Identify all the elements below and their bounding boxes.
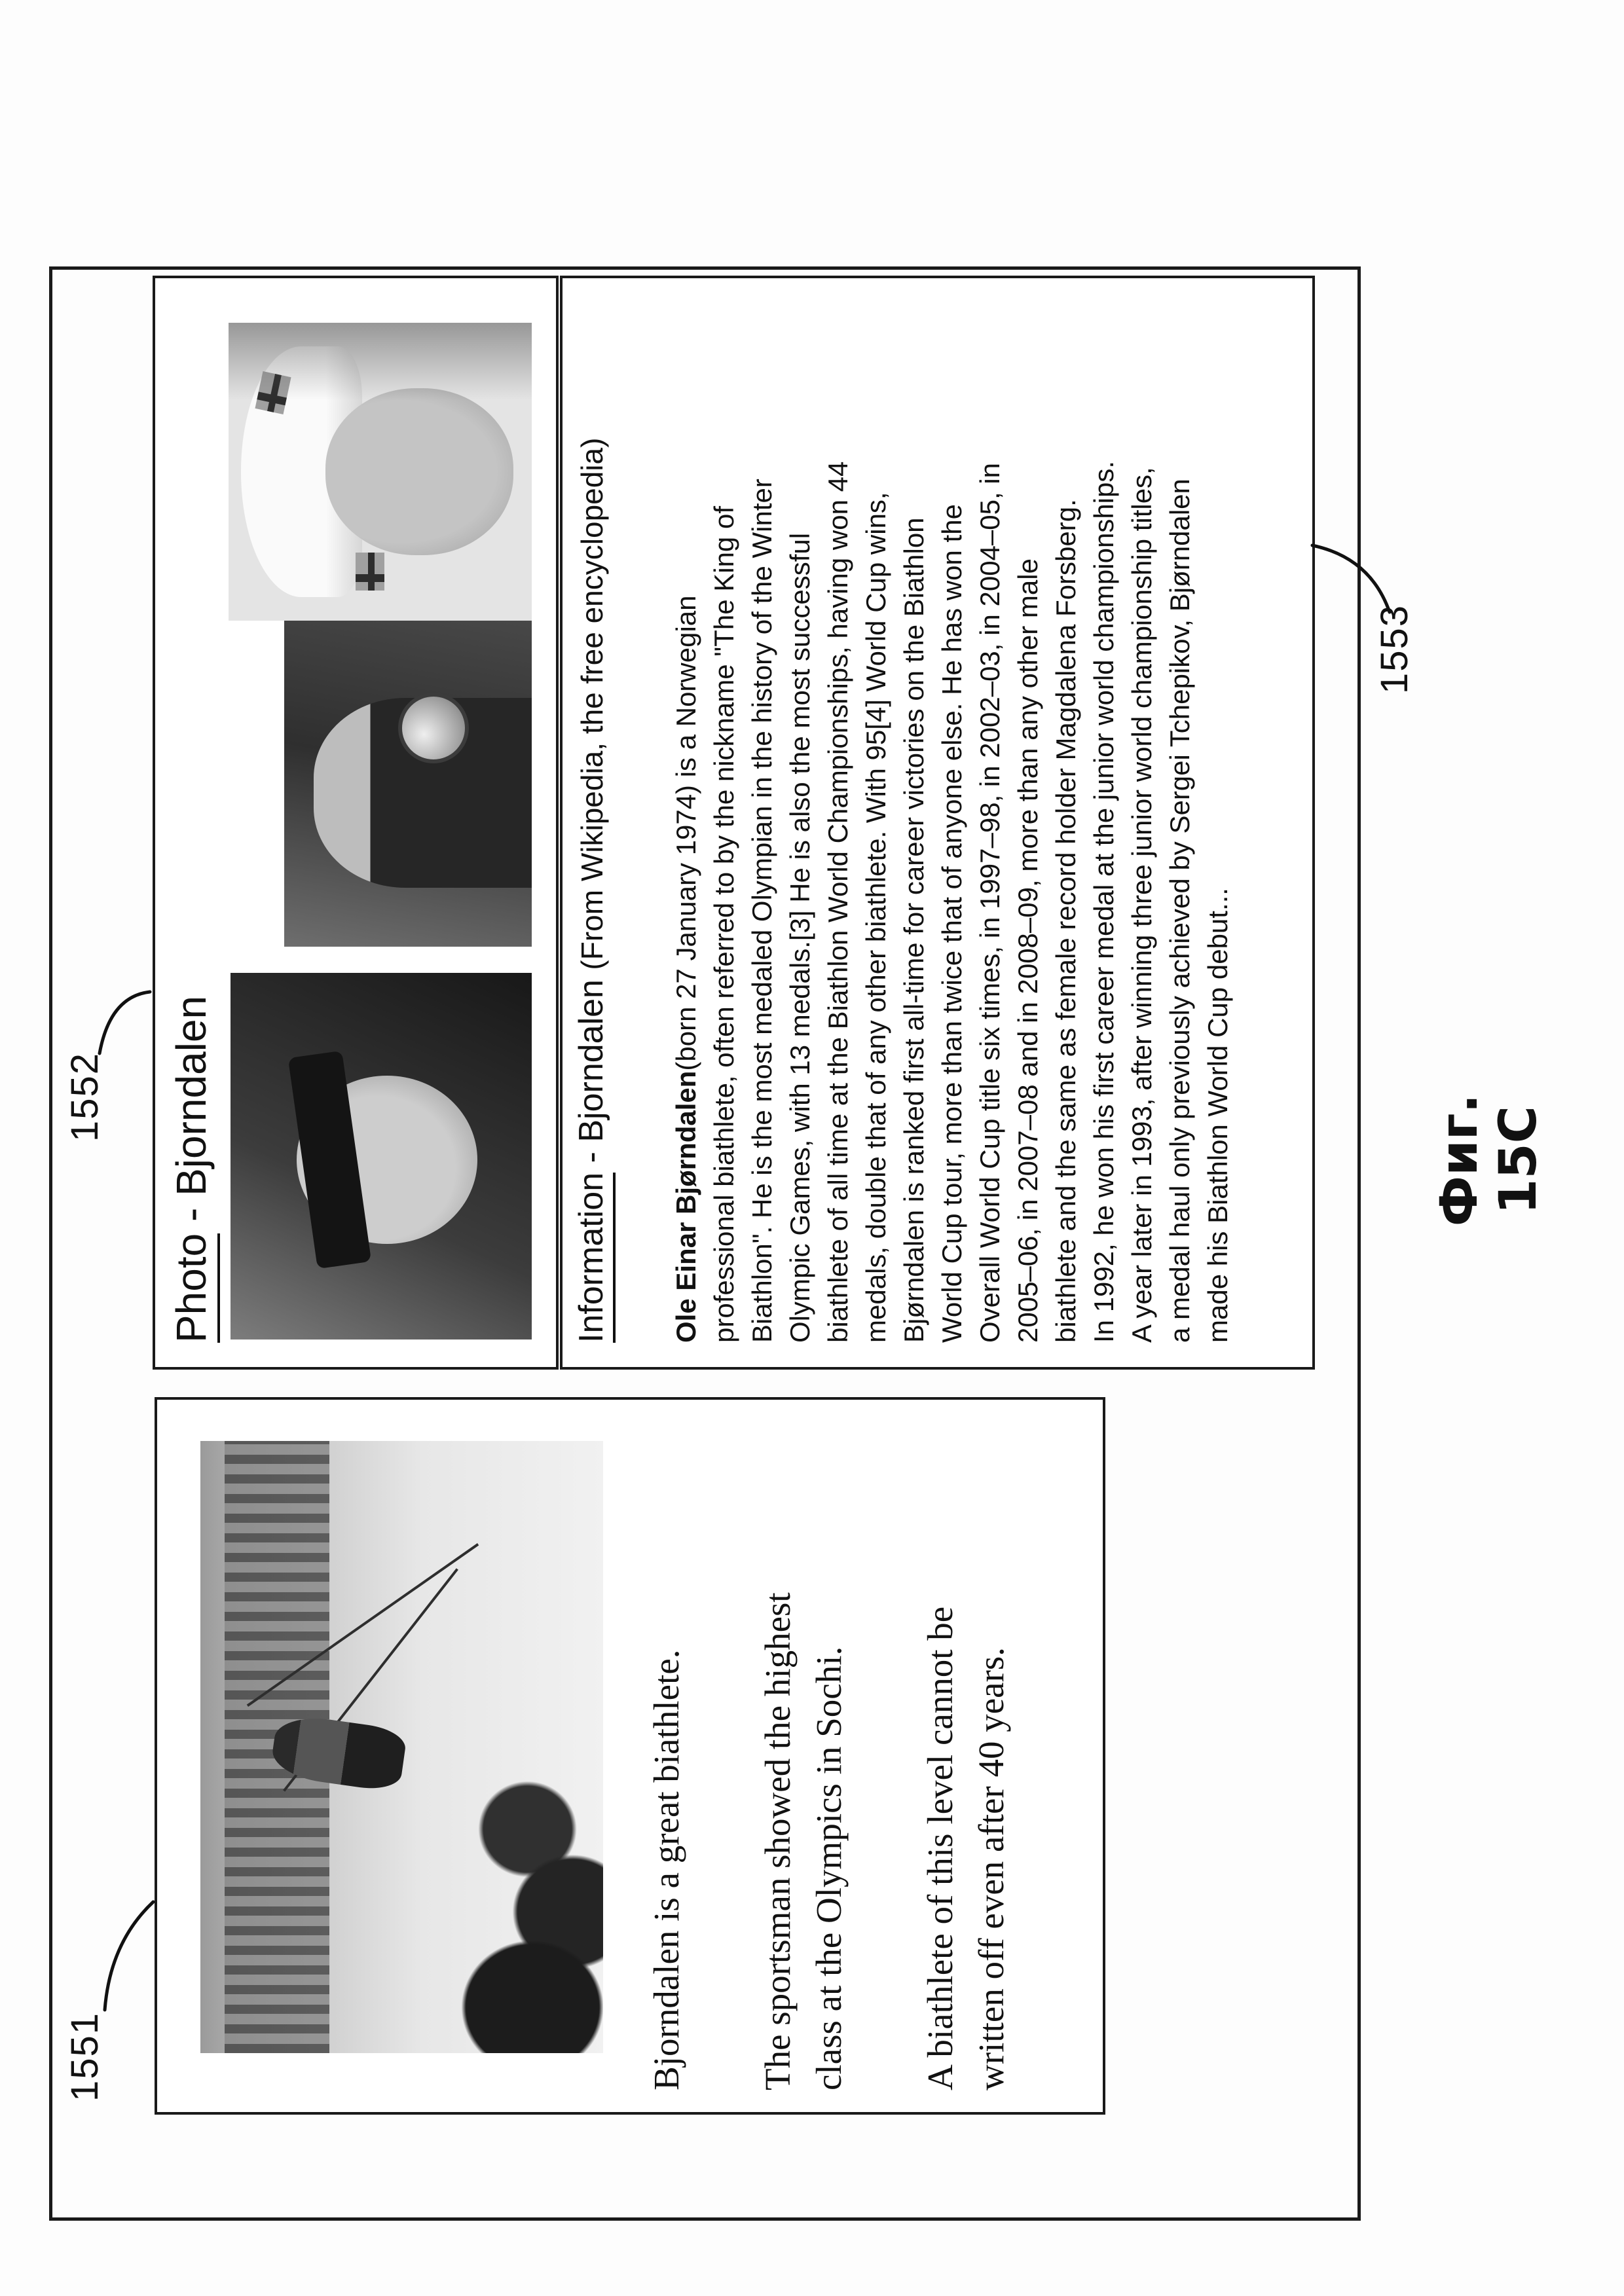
text-line: Biathlon". He is the most medaled Olympian in the history of the Winter bbox=[747, 479, 777, 1343]
text-line: Olympic Games, with 13 medals.[3] He is also the most successful bbox=[784, 532, 815, 1343]
paragraph bbox=[752, 1429, 855, 2090]
info-title-underlined: Information bbox=[572, 1173, 616, 1343]
text-line: Bjorndalen is a great biathlete. bbox=[646, 1649, 686, 2090]
paragraph bbox=[915, 1429, 1017, 2090]
bjorndalen-medal-photo bbox=[284, 619, 532, 947]
photo-panel-box bbox=[153, 276, 559, 1370]
callout-1552: 1552 bbox=[64, 1051, 106, 1142]
info-panel-title bbox=[572, 438, 611, 1343]
text-line: medals, double that of any other biathlete. With 95[4] World Cup wins, bbox=[860, 492, 891, 1343]
text-line: a medal haul only previously achieved by Sergei Tchepikov, Bjørndalen bbox=[1164, 479, 1195, 1343]
bjorndalen-headband-photo bbox=[231, 973, 532, 1339]
info-panel-box bbox=[560, 276, 1315, 1370]
photo-shadow bbox=[229, 323, 532, 400]
text-line: World Cup tour, more than twice that of anyone else. He has won the bbox=[936, 504, 967, 1343]
text-line: The sportsman showed the highest bbox=[758, 1592, 798, 2090]
trees-silhouette bbox=[378, 1759, 603, 2053]
text-line: A biathlete of this level cannot be bbox=[920, 1606, 960, 2090]
photo-panel-title bbox=[167, 996, 215, 1343]
bold-lead: Ole Einar Bjørndalen bbox=[671, 1070, 701, 1343]
text-line: made his Biathlon World Cup debut... bbox=[1202, 888, 1233, 1343]
callout-1551: 1551 bbox=[64, 2011, 106, 2102]
text-line: Bjørndalen is ranked first all-time for career victories on the Biathlon bbox=[898, 517, 929, 1343]
bjorndalen-cap-photo bbox=[229, 323, 532, 621]
left-panel-text bbox=[641, 1429, 1077, 2090]
photo-title-rest: - Bjorndalen bbox=[168, 995, 215, 1233]
text-line: professional biathlete, often referred to by the nickname "The King of bbox=[709, 506, 739, 1343]
skier-photo bbox=[200, 1441, 603, 2053]
callout-1553: 1553 bbox=[1373, 604, 1416, 694]
text-line: biathlete of all time at the Biathlon World Championships, having won 44 bbox=[822, 461, 853, 1343]
text-line: class at the Olympics in Sochi. bbox=[809, 1646, 849, 2090]
wikipedia-text bbox=[667, 461, 1237, 1343]
text-line: A year later in 1993, after winning three junior world championship titles, bbox=[1126, 467, 1157, 1343]
text-line: written off even after 40 years. bbox=[971, 1647, 1011, 2090]
paragraph bbox=[641, 1429, 692, 2090]
left-panel-box bbox=[155, 1397, 1105, 2115]
text-line: Ole Einar Bjørndalen(born 27 January 1974) is a Norwegian bbox=[671, 595, 701, 1343]
text-line: 2005–06, in 2007–08 and in 2008–09, more than any other male bbox=[1012, 558, 1043, 1343]
medal bbox=[398, 693, 469, 763]
info-title-source: (From Wikipedia, the free encyclopedia) bbox=[575, 437, 609, 970]
text-line: biathlete and the same as female record holder Magdalena Forsberg. bbox=[1050, 499, 1081, 1343]
info-title-rest: - Bjorndalen bbox=[572, 970, 610, 1173]
norwegian-flag bbox=[356, 553, 384, 591]
athlete-face bbox=[325, 388, 513, 555]
figure-number-label: Фиг. 15C bbox=[1430, 1093, 1548, 1227]
photo-title-underlined: Photo bbox=[168, 1233, 220, 1343]
text-line: In 1992, he won his first career medal at the junior world championships. bbox=[1088, 460, 1119, 1343]
text-line: Overall World Cup title six times, in 1997–98, in 2002–03, in 2004–05, in bbox=[974, 462, 1005, 1343]
